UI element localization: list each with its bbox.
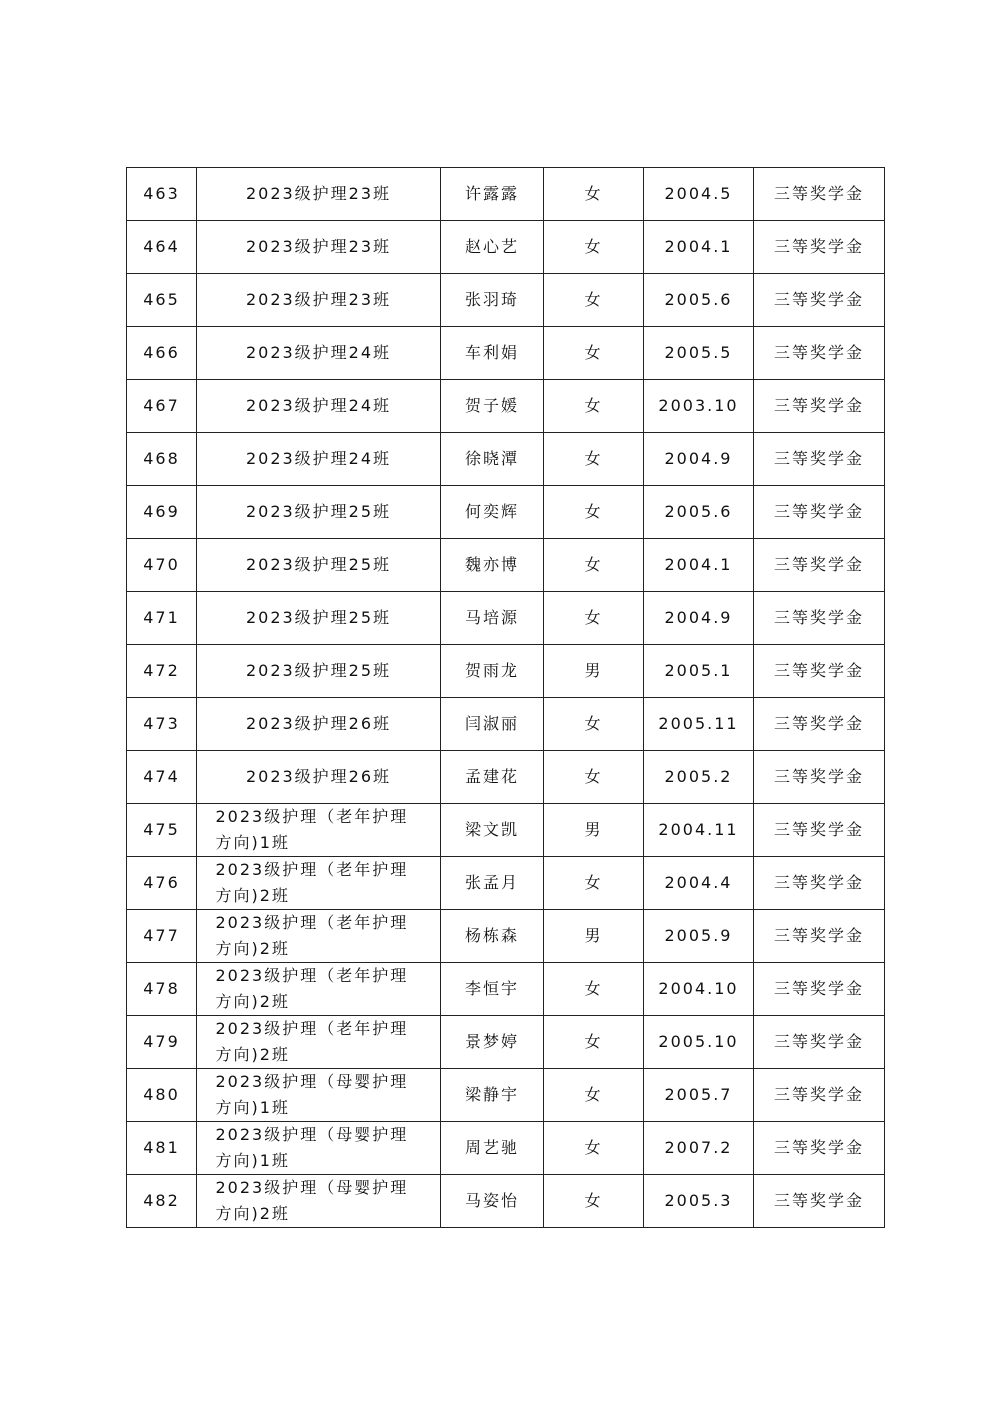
gender-cell: 男: [544, 804, 644, 857]
birth-date: 2005.3: [644, 1175, 754, 1228]
class-name: 2023级护理25班: [245, 502, 392, 521]
gender-cell: 女: [544, 751, 644, 804]
row-number: 470: [127, 539, 197, 592]
student-name: 贺雨龙: [441, 645, 544, 698]
student-name: 闫淑丽: [441, 698, 544, 751]
birth-date: 2004.10: [644, 963, 754, 1016]
row-number: 482: [127, 1175, 197, 1228]
row-number: 466: [127, 327, 197, 380]
gender-cell: 女: [544, 168, 644, 221]
class-name: 2023级护理（老年护理方向)1班: [215, 807, 409, 852]
class-cell: [197, 1016, 441, 1069]
student-name: 魏亦博: [441, 539, 544, 592]
student-name: 周艺驰: [441, 1122, 544, 1175]
award-cell: 三等奖学金: [754, 857, 885, 910]
student-name: 孟建花: [441, 751, 544, 804]
gender-cell: 女: [544, 221, 644, 274]
class-cell: [197, 1069, 441, 1122]
class-name: 2023级护理24班: [245, 396, 392, 415]
class-name: 2023级护理（母婴护理方向)1班: [215, 1125, 409, 1170]
award-cell: 三等奖学金: [754, 1122, 885, 1175]
class-cell: [197, 274, 441, 327]
birth-date: 2005.2: [644, 751, 754, 804]
class-cell: [197, 804, 441, 857]
gender-cell: 女: [544, 486, 644, 539]
row-number: 468: [127, 433, 197, 486]
row-number: 475: [127, 804, 197, 857]
class-name: 2023级护理（老年护理方向)2班: [215, 913, 409, 958]
class-name: 2023级护理（母婴护理方向)2班: [215, 1178, 409, 1223]
table-row: [127, 751, 885, 804]
class-cell: [197, 698, 441, 751]
award-cell: 三等奖学金: [754, 698, 885, 751]
table-row: [127, 698, 885, 751]
award-cell: 三等奖学金: [754, 327, 885, 380]
student-name: 李恒宇: [441, 963, 544, 1016]
gender-cell: 女: [544, 274, 644, 327]
award-cell: 三等奖学金: [754, 1069, 885, 1122]
gender-cell: 女: [544, 592, 644, 645]
award-cell: 三等奖学金: [754, 910, 885, 963]
class-cell: [197, 751, 441, 804]
class-cell: [197, 380, 441, 433]
gender-cell: 女: [544, 1069, 644, 1122]
gender-cell: 女: [544, 963, 644, 1016]
gender-cell: 女: [544, 539, 644, 592]
award-cell: 三等奖学金: [754, 221, 885, 274]
class-name: 2023级护理25班: [245, 661, 392, 680]
birth-date: 2004.1: [644, 539, 754, 592]
row-number: 463: [127, 168, 197, 221]
gender-cell: 女: [544, 1122, 644, 1175]
birth-date: 2004.11: [644, 804, 754, 857]
table-row: [127, 1069, 885, 1122]
student-name: 马姿怡: [441, 1175, 544, 1228]
gender-cell: 女: [544, 433, 644, 486]
row-number: 479: [127, 1016, 197, 1069]
row-number: 469: [127, 486, 197, 539]
birth-date: 2003.10: [644, 380, 754, 433]
class-cell: [197, 645, 441, 698]
student-name: 何奕辉: [441, 486, 544, 539]
class-name: 2023级护理（老年护理方向)2班: [215, 966, 409, 1011]
award-cell: 三等奖学金: [754, 274, 885, 327]
table-row: [127, 1016, 885, 1069]
student-name: 张孟月: [441, 857, 544, 910]
student-name: 许露露: [441, 168, 544, 221]
gender-cell: 女: [544, 1175, 644, 1228]
class-cell: [197, 168, 441, 221]
award-cell: 三等奖学金: [754, 380, 885, 433]
row-number: 473: [127, 698, 197, 751]
student-name: 徐晓潭: [441, 433, 544, 486]
row-number: 477: [127, 910, 197, 963]
award-cell: 三等奖学金: [754, 1175, 885, 1228]
class-name: 2023级护理26班: [245, 714, 392, 733]
table-row: [127, 1175, 885, 1228]
table-row: [127, 539, 885, 592]
table-row: [127, 486, 885, 539]
birth-date: 2007.2: [644, 1122, 754, 1175]
award-cell: 三等奖学金: [754, 963, 885, 1016]
table-row: [127, 327, 885, 380]
scholarship-table: [126, 167, 885, 1228]
table-row: [127, 221, 885, 274]
birth-date: 2004.4: [644, 857, 754, 910]
award-cell: 三等奖学金: [754, 433, 885, 486]
table-row: [127, 1122, 885, 1175]
class-name: 2023级护理23班: [245, 184, 392, 203]
row-number: 465: [127, 274, 197, 327]
class-name: 2023级护理23班: [245, 237, 392, 256]
table-row: [127, 857, 885, 910]
birth-date: 2005.7: [644, 1069, 754, 1122]
row-number: 474: [127, 751, 197, 804]
row-number: 481: [127, 1122, 197, 1175]
class-name: 2023级护理24班: [245, 449, 392, 468]
birth-date: 2005.5: [644, 327, 754, 380]
row-number: 478: [127, 963, 197, 1016]
gender-cell: 女: [544, 698, 644, 751]
birth-date: 2004.9: [644, 433, 754, 486]
student-name: 杨栋森: [441, 910, 544, 963]
class-name: 2023级护理（老年护理方向)2班: [215, 1019, 409, 1064]
student-name: 景梦婷: [441, 1016, 544, 1069]
gender-cell: 女: [544, 1016, 644, 1069]
award-cell: 三等奖学金: [754, 1016, 885, 1069]
student-name: 车利娟: [441, 327, 544, 380]
birth-date: 2004.9: [644, 592, 754, 645]
award-cell: 三等奖学金: [754, 592, 885, 645]
table-row: [127, 963, 885, 1016]
birth-date: 2005.6: [644, 274, 754, 327]
row-number: 471: [127, 592, 197, 645]
award-cell: 三等奖学金: [754, 486, 885, 539]
class-name: 2023级护理23班: [245, 290, 392, 309]
class-cell: [197, 857, 441, 910]
table-row: [127, 592, 885, 645]
class-name: 2023级护理（母婴护理方向)1班: [215, 1072, 409, 1117]
class-cell: [197, 592, 441, 645]
class-cell: [197, 1122, 441, 1175]
gender-cell: 女: [544, 327, 644, 380]
table-row: [127, 168, 885, 221]
gender-cell: 女: [544, 857, 644, 910]
birth-date: 2004.1: [644, 221, 754, 274]
gender-cell: 女: [544, 380, 644, 433]
student-name: 张羽琦: [441, 274, 544, 327]
student-name: 梁静宇: [441, 1069, 544, 1122]
award-cell: 三等奖学金: [754, 539, 885, 592]
birth-date: 2005.1: [644, 645, 754, 698]
award-cell: 三等奖学金: [754, 751, 885, 804]
class-cell: [197, 327, 441, 380]
class-cell: [197, 963, 441, 1016]
class-name: 2023级护理25班: [245, 608, 392, 627]
birth-date: 2005.6: [644, 486, 754, 539]
table-row: [127, 804, 885, 857]
student-name: 梁文凯: [441, 804, 544, 857]
class-name: 2023级护理25班: [245, 555, 392, 574]
student-name: 赵心艺: [441, 221, 544, 274]
birth-date: 2005.11: [644, 698, 754, 751]
class-cell: [197, 1175, 441, 1228]
student-name: 马培源: [441, 592, 544, 645]
table-row: [127, 380, 885, 433]
row-number: 464: [127, 221, 197, 274]
birth-date: 2005.10: [644, 1016, 754, 1069]
class-cell: [197, 486, 441, 539]
table-row: [127, 274, 885, 327]
row-number: 476: [127, 857, 197, 910]
table-row: [127, 433, 885, 486]
gender-cell: 男: [544, 645, 644, 698]
birth-date: 2005.9: [644, 910, 754, 963]
class-name: 2023级护理26班: [245, 767, 392, 786]
award-cell: 三等奖学金: [754, 804, 885, 857]
row-number: 472: [127, 645, 197, 698]
award-cell: 三等奖学金: [754, 645, 885, 698]
class-cell: [197, 539, 441, 592]
row-number: 467: [127, 380, 197, 433]
class-cell: [197, 221, 441, 274]
birth-date: 2004.5: [644, 168, 754, 221]
class-cell: [197, 433, 441, 486]
class-name: 2023级护理24班: [245, 343, 392, 362]
table-row: [127, 910, 885, 963]
class-cell: [197, 910, 441, 963]
gender-cell: 男: [544, 910, 644, 963]
class-name: 2023级护理（老年护理方向)2班: [215, 860, 409, 905]
award-cell: 三等奖学金: [754, 168, 885, 221]
table-row: [127, 645, 885, 698]
row-number: 480: [127, 1069, 197, 1122]
student-name: 贺子媛: [441, 380, 544, 433]
